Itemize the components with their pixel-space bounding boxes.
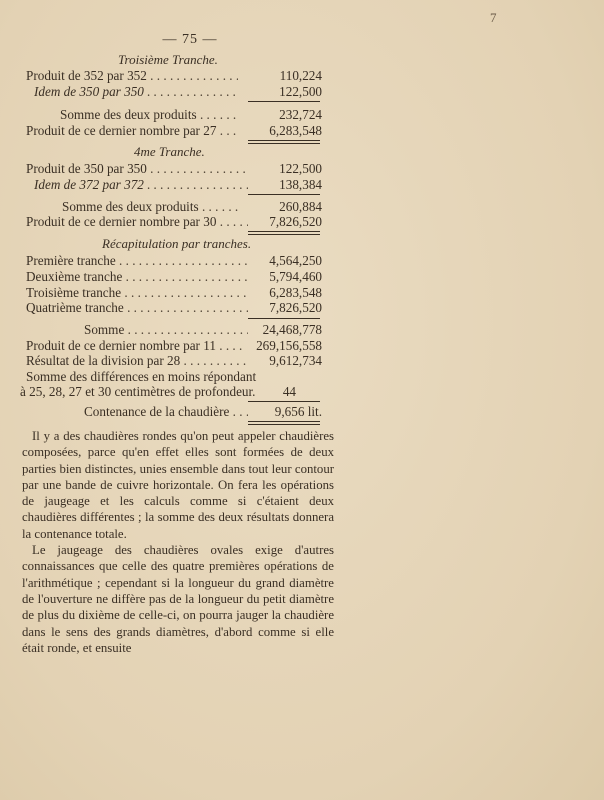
- row-label: Troisième tranche . . .: [26, 285, 248, 301]
- row-value: 9,656 lit.: [274, 404, 322, 419]
- row-label: Somme des deux produits . . .: [62, 199, 238, 215]
- row-label: Deuxième tranche . . .: [26, 269, 248, 285]
- table-row: [0, 84, 604, 100]
- table-row: [0, 253, 604, 269]
- row-value: 260,884: [279, 199, 322, 214]
- sum-rule: [248, 401, 320, 402]
- paragraph: Le jaugeage des chaudières ovales exige d'autres connaissances que celle des quatre premières opérations de l'arithmétique ; cependant si la longueur du grand diamètre de l'ouverture ne diffère pas de la longueur du petit diamètre de plus du dixième de celle-ci, on pourra jauger la chaudière dans le sens des grands diamètres, d'abord comme si elle était ronde, et ensuite: [22, 543, 334, 655]
- double-rule: [248, 421, 320, 425]
- third-slice-heading: Troisième Tranche.: [118, 52, 218, 67]
- row-label: Quatrième tranche . . .: [26, 300, 248, 316]
- double-rule: [248, 140, 320, 144]
- row-label: Première tranche . . .: [26, 253, 248, 269]
- differences-row: [0, 384, 604, 400]
- division-row: [0, 353, 604, 369]
- row-label: Produit de 350 par 350 . . .: [26, 161, 248, 177]
- row-value: 138,384: [279, 177, 322, 192]
- row-label: Résultat de la division par 28 . . .: [26, 353, 248, 369]
- table-row: [0, 285, 604, 301]
- row-label: Contenance de la chaudière . . .: [84, 404, 248, 420]
- row-label: à 25, 28, 27 et 30 centimètres de profondeur.: [20, 384, 256, 399]
- row-value: 6,283,548: [269, 285, 322, 300]
- corner-mark: 7: [490, 10, 497, 25]
- sum-rule: [248, 194, 320, 195]
- row-value: 6,283,548: [269, 123, 322, 138]
- sum-row: [0, 199, 604, 215]
- row-value: 4,564,250: [269, 253, 322, 268]
- sum-rule: [248, 318, 320, 319]
- row-label: Somme des différences en moins répondant: [26, 369, 257, 384]
- row-value: 5,794,460: [269, 269, 322, 284]
- row-label: Idem de 372 par 372 . . .: [34, 177, 248, 193]
- row-value: 44: [282, 384, 296, 399]
- row-label: Somme des deux produits . . .: [60, 107, 238, 123]
- product-row: [0, 214, 604, 230]
- fourth-slice-heading: 4me Tranche.: [134, 144, 205, 159]
- row-label: Produit de 352 par 352 . . .: [26, 68, 238, 84]
- row-value: 24,468,778: [262, 322, 322, 337]
- sum-rule: [248, 101, 320, 102]
- row-label: Produit de ce dernier nombre par 27 . . .: [26, 123, 238, 139]
- recap-heading: Récapitulation par tranches.: [102, 236, 252, 251]
- table-row: [0, 177, 604, 193]
- contenance-row: [0, 404, 604, 420]
- row-label: Somme . . .: [84, 322, 248, 338]
- table-row: [0, 300, 604, 316]
- page-number: — 75 —: [162, 32, 218, 47]
- row-label: Produit de ce dernier nombre par 11 . . .: [26, 338, 244, 354]
- sum-row: [0, 107, 604, 123]
- product-row: [0, 123, 604, 139]
- double-rule: [248, 231, 320, 235]
- table-row: [0, 68, 604, 84]
- row-label: Produit de ce dernier nombre par 30 . . .: [26, 214, 248, 230]
- row-value: 122,500: [279, 161, 322, 176]
- row-value: 122,500: [279, 84, 322, 99]
- row-label: Idem de 350 par 350 . . .: [34, 84, 238, 100]
- table-row: [0, 269, 604, 285]
- row-value: 7,826,520: [269, 214, 322, 229]
- row-value: 232,724: [279, 107, 322, 122]
- product-row: [0, 338, 604, 354]
- differences-row: [0, 369, 604, 385]
- row-value: 269,156,558: [256, 338, 322, 353]
- paragraph: Il y a des chaudières rondes qu'on peut appeler chaudières composées, parce qu'en effet elles sont formées de deux parties bien distinctes, unies ensemble dans tout leur contour par une bande de cuivre horizontale. On fera les opérations de jaugeage et les calculs comme si c'étaient deux chaudières différentes ; la somme des deux résultats donnera la contenance totale.: [22, 429, 334, 541]
- row-value: 7,826,520: [269, 300, 322, 315]
- sum-row: [0, 322, 604, 338]
- table-row: [0, 161, 604, 177]
- row-value: 110,224: [279, 68, 322, 83]
- row-value: 9,612,734: [269, 353, 322, 368]
- body-text: [22, 428, 334, 656]
